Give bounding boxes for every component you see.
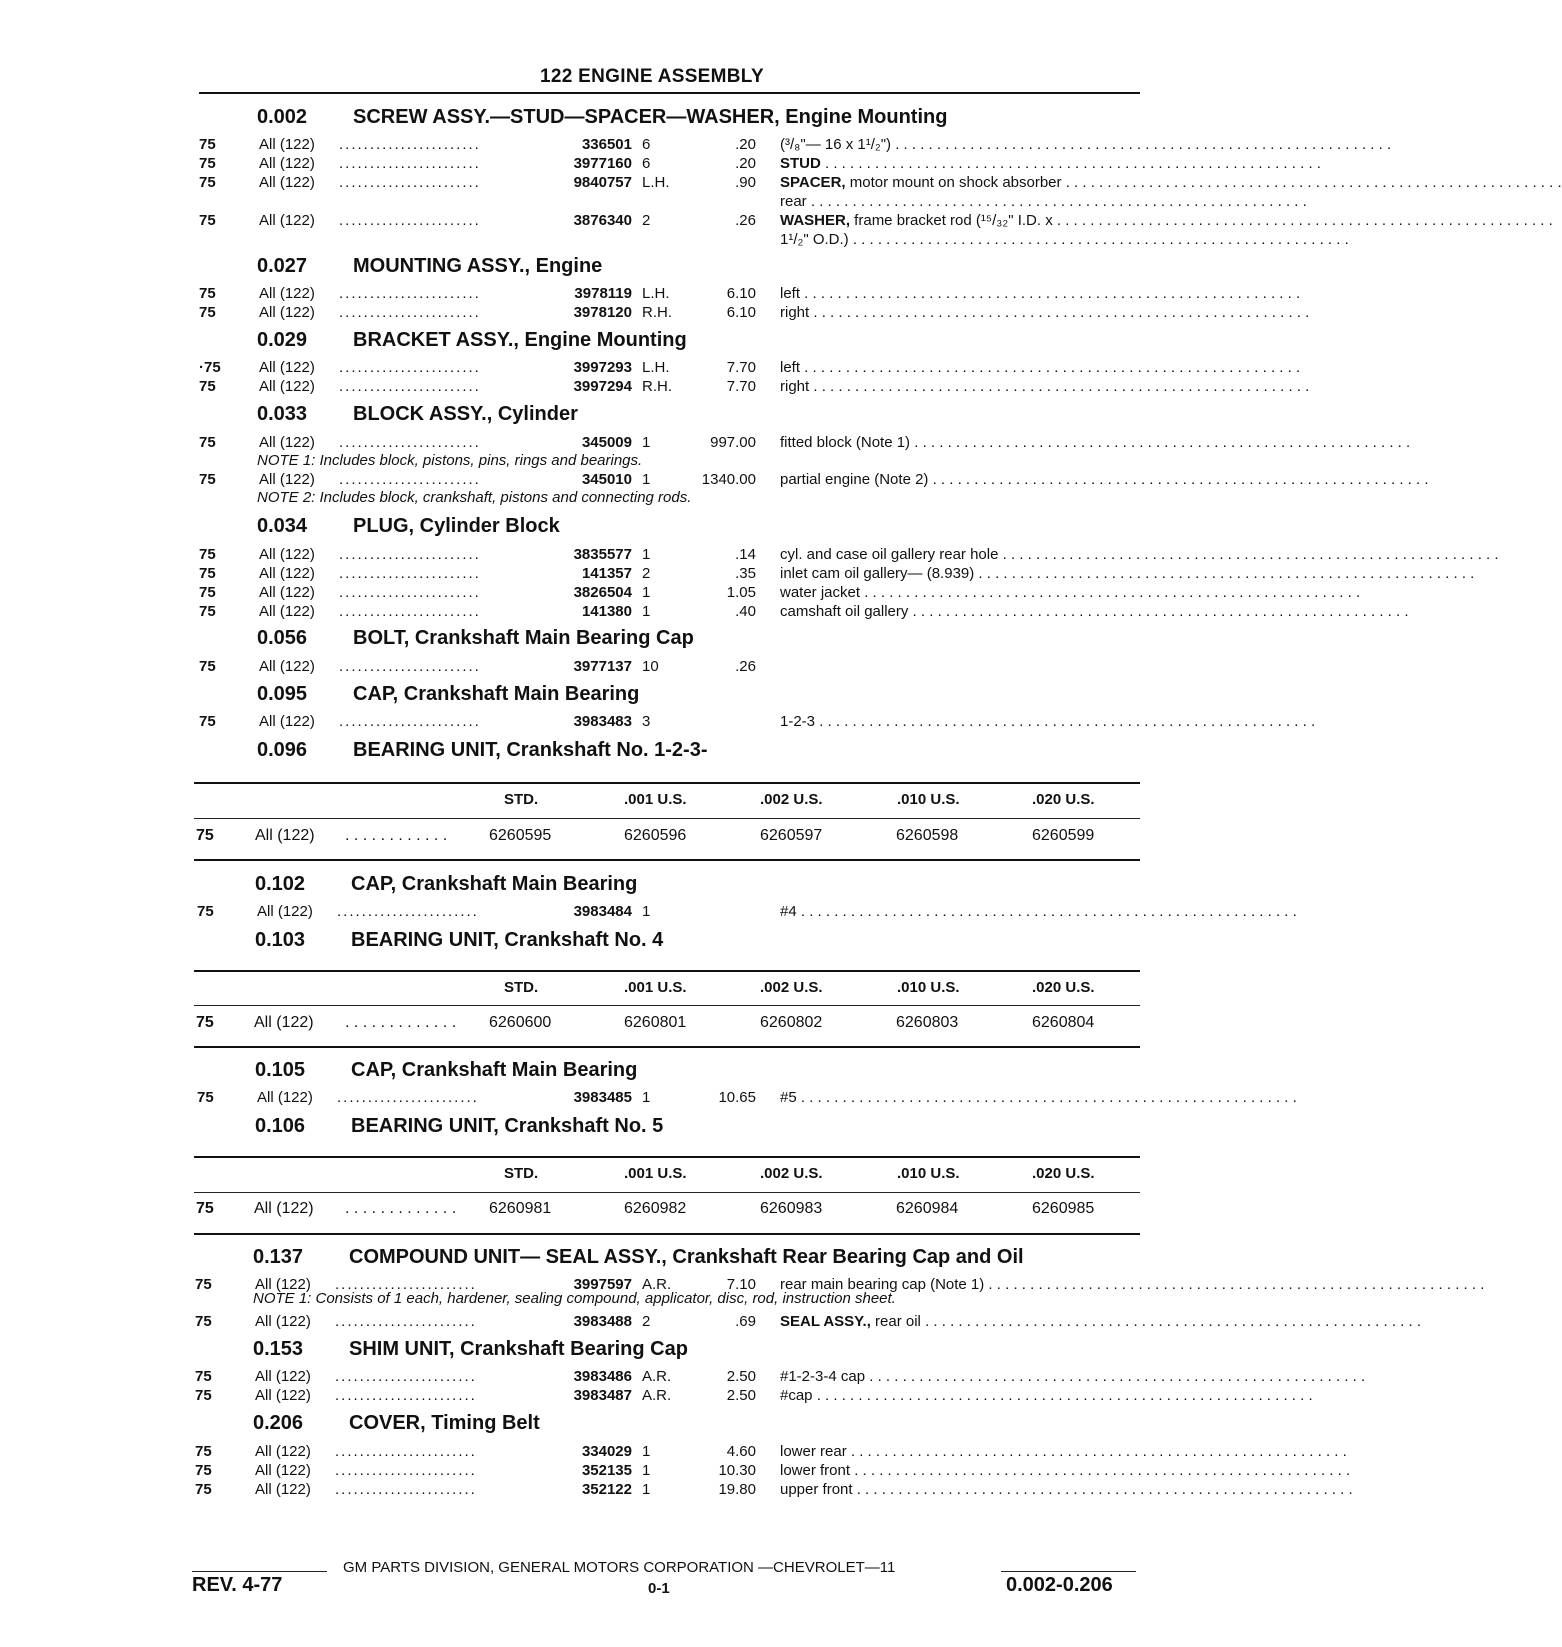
leader-dots: . . . . . . . . . . . . . . . . . . . . . . . . . . . . . . . . . . . . . . . . . . . . . . . . . . . . . . . . . . . .	[815, 713, 1316, 730]
leader-dots: .......................	[335, 1368, 477, 1385]
table-rule	[194, 1046, 1140, 1048]
application: All (122)	[255, 1481, 311, 1498]
leader-dots: .......................	[339, 434, 481, 451]
quantity: A.R.	[642, 1368, 672, 1385]
description-text: fitted block (Note 1)	[780, 434, 911, 451]
footer-revision: REV. 4-77	[192, 1574, 283, 1596]
note-text: NOTE 1: Consists of 1 each, hardener, sealing compound, applicator, disc, rod, instruction sheet.	[253, 1290, 896, 1307]
description	[780, 193, 1307, 211]
leader-dots: .......................	[339, 565, 481, 582]
price: 4.60	[726, 1443, 756, 1460]
quantity: L.H.	[642, 285, 670, 302]
model-year: 75	[197, 1089, 214, 1106]
parts-catalog-page: 122 ENGINE ASSEMBLY 0.002 SCREW ASSY.—STUD—SPACER—WASHER, Engine Mounting 75 All (122) ....................... 336501 6 .20 (³/₈"— 16 x 1¹/₂") . . . . . . . . . . . . . . . . . . . . . . . . . . . . . . . . . . . . . . . . . . . . . . . . . . . . . . . . . . . . 75 All (122) ....................... 3977160 6 .20 STUD . . . . . . . . . . . . . . . . . . . . . . . . . . . . . . . . . . . . . . . . . . . . . . . . . . . . . . . . . . . . 75 All (122) ....................... 9840757 L.H. .90 SPACER, motor mount on shock absorber . . . . . . . . . . . . . . . . . . . . . . . . . . . . . . . . . . . . . . . . . . . . . . . . . . . . . . . . . . . . rear . . . . . . . . . . . . . . . . . . . . . . . . . . . . . . . . . . . . . . . . . . . . . . . . . . . . . . . . . . . . 75 All (122) ....................... 3876340 2 .26 WASHER, frame bracket rod (¹⁵/₃₂" I.D. x . . . . . . . . . . . . . . . . . . . . . . . . . . . . . . . . . . . . . . . . . . . . . . . . . . . . . . . . . . . . 1¹/₂" O.D.) . . . . . . . . . . . . . . . . . . . . . . . . . . . . . . . . . . . . . . . . . . . . . . . . . . . . . . . . . . . . 75 All (122) ....................... 3978119 L.H. 6.10 left . . . . . . . . . . . . . . . . . . . . . . . . . . . . . . . . . . . . . . . . . . . . . . . . . . . . . . . . . . . . 75 All (122) ....................... 3978120 R.H. 6.10 right . . . . . . . . . . . . . . . . . . . . . . . . . . . . . . . . . . . . . . . . . . . . . . . . . . . . . . . . . . . . ·75 All (122) ....................... 3997293 L.H. 7.70 left . . . . . . . . . . . . . . . . . . . . . . . . . . . . . . . . . . . . . . . . . . . . . . . . . . . . . . . . . . . . 75 All (122) ....................... 3997294 R.H. 7.70 right . . . . . . . . . . . . . . . . . . . . . . . . . . . . . . . . . . . . . . . . . . . . . . . . . . . . . . . . . . . . 75 All (122) ....................... 345009 1 997.00 fitted block (Note 1) . . . . . . . . . . . . . . . . . . . . . . . . . . . . . . . . . . . . . . . . . . . . . . . . . . . . . . . . . . . . 75 All (122) ....................... 345010 1 1340.00 partial engine (Note 2) . . . . . . . . . . . . . . . . . . . . . . . . . . . . . . . . . . . . . . . . . . . . . . . . . . . . . . . . . . . . 75 All (122) ....................... 3835577 1 .14 cyl. and case oil gallery rear hole . . . . . . . . . . . . . . . . . . . . . . . . . . . . . . . . . . . . . . . . . . . . . . . . . . . . . . . . . . . . 75 All (122) ....................... 141357 2 .35 inlet cam oil gallery— (8.939) . . . . . . . . . . . . . . . . . . . . . . . . . . . . . . . . . . . . . . . . . . . . . . . . . . . . . . . . . . . . 75 All (122) ....................... 3826504 1 1.05 water jacket . . . . . . . . . . . . . . . . . . . . . . . . . . . . . . . . . . . . . . . . . . . . . . . . . . . . . . . . . . . . 75 All (122) ....................... 141380 1 .40 camshaft oil gallery . . . . . . . . . . . . . . . . . . . . . . . . . . . . . . . . . . . . . . . . . . . . . . . . . . . . . . . . . . . . 75 All (122) ....................... 3977137 10 .26 75 All (122) ....................... 3983483 3 1-2-3 . . . . . . . . . . . . . . . . . . . . . . . . . . . . . . . . . . . . . . . . . . . . . . . . . . . . . . . . . . . . 75 All (122) ....................... 3983484 1 #4 . . . . . . . . . . . . . . . . . . . . . . . . . . . . . . . . . . . . . . . . . . . . . . . . . . . . . . . . . . . . 75 All (122) ....................... 3983485 1 10.65 #5 . . . . . . . . . . . . . . . . . . . . . . . . . . . . . . . . . . . . . . . . . . . . . . . . . . . . . . . . . . . . 75 All (122) ....................... 3997597 A.R. 7.10 rear main bearing cap (Note 1) . . . . . . . . . . . . . . . . . . . . . . . . . . . . . . . . . . . . . . . . . . . . . . . . . . . . . . . . . . . . 75 All (122) ....................... 3983488 2 .69 SEAL ASSY., rear oil . . . . . . . . . . . . . . . . . . . . . . . . . . . . . . . . . . . . . . . . . . . . . . . . . . . . . . . . . . . . 75 All (122) ....................... 3983486 A.R. 2.50 #1-2-3-4 cap . . . . . . . . . . . . . . . . . . . . . . . . . . . . . . . . . . . . . . . . . . . . . . . . . . . . . . . . . . . . 75 All (122) ....................... 3983487 A.R. 2.50 #cap . . . . . . . . . . . . . . . . . . . . . . . . . . . . . . . . . . . . . . . . . . . . . . . . . . . . . . . . . . . . 75 All (122) ....................... 334029 1 4.60 lower rear . . . . . . . . . . . . . . . . . . . . . . . . . . . . . . . . . . . . . . . . . . . . . . . . . . . . . . . . . . . . 75 All (122) ....................... 352135 1 10.30 lower front . . . . . . . . . . . . . . . . . . . . . . . . . . . . . . . . . . . . . . . . . . . . . . . . . . . . . . . . . . . . 75 All (122) ....................... 352122 1 19.80 upper front . . . . . . . . . . . . . . . . . . . . . . . . . . . . . . . . . . . . . . . . . . . . . . . . . . . . . . . . . . . . 0.027 MOUNTING ASSY., Engine 0.029 BRACKET ASSY., Engine Mounting 0.033 BLOCK ASSY., Cylinder 0.034 PLUG, Cylinder Block 0.056 BOLT, Crankshaft Main Bearing Cap 0.095 CAP, Crankshaft Main Bearing 0.096 BEARING UNIT, Crankshaft No. 1-2-3- STD. .001 U.S. .002 U.S. .010 U.S. .020 U.S. 75 All (122) . . . . . . . . . . . . 6260595 6260596 6260597 6260598 6260599 0.102 CAP, Crankshaft Main Bearing 0.103 BEARING UNIT, Crankshaft No. 4 STD. .001 U.S. .002 U.S. .010 U.S. .020 U.S. 75 All (122) . . . . . . . . . . . . . 6260600 6260801 6260802 6260803 6260804 0.105 CAP, Crankshaft Main Bearing 0.106 BEARING UNIT, Crankshaft No. 5 STD. .001 U.S. .002 U.S. .010 U.S. .020 U.S. 75 All (122) . . . . . . . . . . . . . 6260981 6260982 6260983 6260984 6260985 0.137 COMPOUND UNIT— SEAL ASSY., Crankshaft Rear Bearing Cap and Oil 0.153 SHIM UNIT, Crankshaft Bearing Cap 0.206 COVER, Timing Belt NOTE 1: Includes block, pistons, pins, rings and bearings. NOTE 2: Includes block, crankshaft, pistons and connecting rods. NOTE 1: Consists of 1 each, hardener, sealing compound, applicator, disc, rod, instruction sheet. GM PARTS DIVISION, GENERAL MOTORS CORPORATION —CHEVROLET—11 REV. 4-77 0-1 0.002-0.206	[192, 66, 1562, 1597]
model-year: 75	[199, 603, 216, 620]
description	[780, 1462, 1351, 1480]
leader-dots: .......................	[339, 136, 481, 153]
quantity: 1	[642, 584, 651, 601]
part-number: 352135	[581, 1462, 632, 1479]
table-row	[199, 565, 1475, 583]
application: All (122)	[255, 1387, 311, 1404]
table-row	[199, 471, 1429, 489]
table-rule	[194, 818, 1140, 819]
application: All (122)	[259, 174, 315, 191]
price: 2.50	[726, 1368, 756, 1385]
description	[780, 1089, 1297, 1107]
description	[780, 565, 1475, 583]
description-text: lower front	[780, 1462, 851, 1479]
leader-dots: . . . . . . . . . . . . . . . . . . . . . . . . . . . . . . . . . . . . . . . . . . . . . . . . . . . . . . . . . . . .	[796, 903, 1297, 920]
model-year: 75	[195, 1368, 212, 1385]
description	[780, 1313, 1422, 1331]
description	[780, 1481, 1353, 1499]
quantity: 10	[642, 658, 659, 675]
leader-dots: . . . . . . . . . . . . . . . . . . . . . . . . . . . . . . . . . . . . . . . . . . . . . . . . . . . . . . . . . . . .	[865, 1368, 1366, 1385]
description-text: frame bracket rod (¹⁵/₃₂" I.D. x	[850, 212, 1053, 229]
description	[780, 304, 1310, 322]
part-number: 141357	[581, 565, 632, 582]
price: 10.65	[718, 1089, 756, 1106]
model-year: 75	[199, 658, 216, 675]
leader-dots: . . . . . . . . . . . . . . . . . . . . . . . . . . . . . . . . . . . . . . . . . . . . . . . . . . . . . . . . . . . .	[812, 1387, 1313, 1404]
table-row	[195, 1387, 1313, 1405]
description	[780, 1368, 1366, 1386]
price: .35	[735, 565, 756, 582]
model-year: 75	[195, 1481, 212, 1498]
part-number: 334029	[581, 1443, 632, 1460]
description	[780, 231, 1349, 249]
model-year: 75	[195, 1387, 212, 1404]
leader-dots: .......................	[339, 359, 481, 376]
table-row	[195, 1462, 1351, 1480]
table-row	[199, 304, 1310, 322]
description-bold: SPACER,	[780, 174, 846, 191]
model-year: 75	[195, 1443, 212, 1460]
part-number: 3983483	[573, 713, 632, 730]
application: All (122)	[259, 378, 315, 395]
model-year: ·75	[199, 359, 221, 376]
part-number: 345010	[581, 471, 632, 488]
leader-dots: .......................	[337, 903, 479, 920]
footer-page-number: 0-1	[648, 1580, 670, 1597]
part-number: 3997293	[573, 359, 632, 376]
leader-dots: . . . . . . . . . . . . . . . . . . . . . . . . . . . . . . . . . . . . . . . . . . . . . . . . . . . . . . . . . . . .	[850, 1462, 1351, 1479]
price: 1340.00	[701, 471, 756, 488]
quantity: 1	[642, 471, 651, 488]
description-bold: SEAL ASSY.,	[780, 1313, 871, 1330]
leader-dots: .......................	[339, 285, 481, 302]
footer-rule-left	[192, 1571, 327, 1572]
price: 10.30	[718, 1462, 756, 1479]
table-rule	[194, 1005, 1140, 1006]
leader-dots: .......................	[339, 658, 481, 675]
quantity: L.H.	[642, 174, 670, 191]
model-year: 75	[199, 584, 216, 601]
part-number: 141380	[581, 603, 632, 620]
model-year: 75	[199, 304, 216, 321]
leader-dots: .......................	[339, 155, 481, 172]
leader-dots: .......................	[335, 1276, 477, 1293]
leader-dots: . . . . . . . . . . . . . . . . . . . . . . . . . . . . . . . . . . . . . . . . . . . . . . . . . . . . . . . . . . . .	[820, 155, 1321, 172]
description-text: cyl. and case oil gallery rear hole	[780, 546, 999, 563]
model-year: 75	[195, 1462, 212, 1479]
description	[780, 174, 1562, 192]
description-text: right	[780, 378, 810, 395]
price: .26	[735, 658, 756, 675]
price: .69	[735, 1313, 756, 1330]
table-row	[195, 1368, 1366, 1386]
application: All (122)	[259, 713, 315, 730]
quantity: 1	[642, 546, 651, 563]
part-number: 3978120	[573, 304, 632, 321]
description-text: left	[780, 285, 801, 302]
model-year: 75	[199, 174, 216, 191]
quantity: 1	[642, 603, 651, 620]
table-rule	[194, 782, 1140, 784]
description-text: motor mount on shock absorber	[845, 174, 1062, 191]
price: 7.10	[726, 1276, 756, 1293]
table-row	[199, 359, 1301, 377]
note-text: NOTE 2: Includes block, crankshaft, pistons and connecting rods.	[257, 489, 692, 506]
description-text: upper front	[780, 1481, 853, 1498]
description	[780, 1387, 1313, 1405]
part-number: 345009	[581, 434, 632, 451]
table-row	[197, 1089, 1297, 1107]
leader-dots: . . . . . . . . . . . . . . . . . . . . . . . . . . . . . . . . . . . . . . . . . . . . . . . . . . . . . . . . . . . .	[809, 304, 1310, 321]
part-number: 3997597	[573, 1276, 632, 1293]
leader-dots: .......................	[335, 1462, 477, 1479]
part-number: 3978119	[574, 285, 632, 302]
description-text: rear	[780, 193, 807, 210]
table-row	[195, 1443, 1347, 1461]
leader-dots: . . . . . . . . . . . . . . . . . . . . . . . . . . . . . . . . . . . . . . . . . . . . . . . . . . . . . . . . . . . .	[852, 1481, 1353, 1498]
price: .40	[735, 603, 756, 620]
table-rule	[194, 970, 1140, 972]
quantity: R.H.	[642, 378, 672, 395]
description	[780, 285, 1301, 303]
part-number: 3826504	[573, 584, 632, 601]
model-year: 75	[199, 155, 216, 172]
price: 6.10	[726, 304, 756, 321]
description	[780, 1443, 1347, 1461]
price: 997.00	[710, 434, 756, 451]
leader-dots: . . . . . . . . . . . . . . . . . . . . . . . . . . . . . . . . . . . . . . . . . . . . . . . . . . . . . . . . . . . .	[984, 1276, 1485, 1293]
description-text: lower rear	[780, 1443, 847, 1460]
description	[780, 603, 1409, 621]
leader-dots: .......................	[335, 1313, 477, 1330]
part-number: 3983484	[573, 903, 632, 920]
leader-dots: .......................	[339, 471, 481, 488]
leader-dots: .......................	[335, 1387, 477, 1404]
leader-dots: .......................	[339, 174, 481, 191]
description-text: right	[780, 304, 810, 321]
leader-dots: . . . . . . . . . . . . . . . . . . . . . . . . . . . . . . . . . . . . . . . . . . . . . . . . . . . . . . . . . . . .	[806, 193, 1307, 210]
application: All (122)	[259, 603, 315, 620]
table-row	[199, 584, 1361, 602]
part-number: 3835577	[573, 546, 632, 563]
quantity: A.R.	[642, 1387, 672, 1404]
leader-dots: . . . . . . . . . . . . . . . . . . . . . . . . . . . . . . . . . . . . . . . . . . . . . . . . . . . . . . . . . . . .	[846, 1443, 1347, 1460]
application: All (122)	[257, 903, 313, 920]
application: All (122)	[259, 584, 315, 601]
description-text: 1¹/₂" O.D.)	[780, 231, 849, 248]
table-row	[199, 603, 1409, 621]
description	[780, 359, 1301, 377]
application: All (122)	[259, 136, 315, 153]
description-text: #cap	[780, 1387, 813, 1404]
footer-rule-right	[1001, 1571, 1136, 1572]
leader-dots: . . . . . . . . . . . . . . . . . . . . . . . . . . . . . . . . . . . . . . . . . . . . . . . . . . . . . . . . . . . .	[891, 136, 1392, 153]
table-rule	[194, 859, 1140, 861]
footer-section-range: 0.002-0.206	[1006, 1574, 1113, 1596]
part-number: 352122	[581, 1481, 632, 1498]
application: All (122)	[257, 1089, 313, 1106]
description	[780, 434, 1411, 452]
table-row	[199, 193, 1307, 211]
part-number: 3977137	[573, 658, 632, 675]
model-year: 75	[197, 903, 214, 920]
quantity: L.H.	[642, 359, 670, 376]
table-row	[199, 434, 1411, 452]
price: .20	[735, 136, 756, 153]
application: All (122)	[259, 304, 315, 321]
leader-dots: . . . . . . . . . . . . . . . . . . . . . . . . . . . . . . . . . . . . . . . . . . . . . . . . . . . . . . . . . . . .	[910, 434, 1411, 451]
description-text: partial engine (Note 2)	[780, 471, 929, 488]
model-year: 75	[199, 378, 216, 395]
leader-dots: .......................	[335, 1481, 477, 1498]
application: All (122)	[259, 359, 315, 376]
description-bold: STUD	[780, 155, 821, 172]
table-row	[199, 378, 1310, 396]
application: All (122)	[259, 155, 315, 172]
description	[780, 903, 1297, 921]
table-rule	[194, 1192, 1140, 1193]
model-year: 75	[199, 212, 216, 229]
page-title: 122 ENGINE ASSEMBLY	[540, 66, 764, 87]
leader-dots: . . . . . . . . . . . . . . . . . . . . . . . . . . . . . . . . . . . . . . . . . . . . . . . . . . . . . . . . . . . .	[860, 584, 1361, 601]
leader-dots: . . . . . . . . . . . . . . . . . . . . . . . . . . . . . . . . . . . . . . . . . . . . . . . . . . . . . . . . . . . .	[800, 285, 1301, 302]
description-text: inlet cam oil gallery— (8.939)	[780, 565, 975, 582]
table-rule	[194, 1233, 1140, 1235]
model-year: 75	[199, 546, 216, 563]
table-row	[199, 546, 1499, 564]
model-year: 75	[199, 136, 216, 153]
price: 1.05	[726, 584, 756, 601]
leader-dots: . . . . . . . . . . . . . . . . . . . . . . . . . . . . . . . . . . . . . . . . . . . . . . . . . . . . . . . . . . . .	[1052, 212, 1553, 229]
description-text: left	[780, 359, 801, 376]
description	[780, 378, 1310, 396]
description-text: 1-2-3	[780, 713, 816, 730]
leader-dots: .......................	[339, 546, 481, 563]
note-text: NOTE 1: Includes block, pistons, pins, rings and bearings.	[257, 452, 643, 469]
application: All (122)	[259, 565, 315, 582]
quantity: 2	[642, 565, 651, 582]
part-number: 3983488	[573, 1313, 632, 1330]
description-text: water jacket	[780, 584, 861, 601]
leader-dots: . . . . . . . . . . . . . . . . . . . . . . . . . . . . . . . . . . . . . . . . . . . . . . . . . . . . . . . . . . . .	[908, 603, 1409, 620]
model-year: 75	[195, 1313, 212, 1330]
table-rule	[194, 1156, 1140, 1158]
description-text: camshaft oil gallery	[780, 603, 909, 620]
table-row	[199, 658, 1140, 676]
application: All (122)	[255, 1462, 311, 1479]
part-number: 3983486	[573, 1368, 632, 1385]
price: .20	[735, 155, 756, 172]
leader-dots: . . . . . . . . . . . . . . . . . . . . . . . . . . . . . . . . . . . . . . . . . . . . . . . . . . . . . . . . . . . .	[800, 359, 1301, 376]
quantity: 1	[642, 434, 651, 451]
description-text: #4	[780, 903, 797, 920]
description-bold: WASHER,	[780, 212, 851, 229]
description	[780, 471, 1429, 489]
model-year: 75	[199, 713, 216, 730]
model-year: 75	[195, 1276, 212, 1293]
leader-dots: .......................	[339, 584, 481, 601]
table-row	[199, 174, 1562, 192]
quantity: 1	[642, 1089, 651, 1106]
application: All (122)	[255, 1368, 311, 1385]
leader-dots: . . . . . . . . . . . . . . . . . . . . . . . . . . . . . . . . . . . . . . . . . . . . . . . . . . . . . . . . . . . .	[1061, 174, 1562, 191]
quantity: 1	[642, 1481, 651, 1498]
application: All (122)	[259, 658, 315, 675]
price: .26	[735, 212, 756, 229]
leader-dots: .......................	[339, 212, 481, 229]
part-number: 3997294	[573, 378, 632, 395]
description	[780, 212, 1553, 230]
leader-dots: . . . . . . . . . . . . . . . . . . . . . . . . . . . . . . . . . . . . . . . . . . . . . . . . . . . . . . . . . . . .	[809, 378, 1310, 395]
application: All (122)	[259, 434, 315, 451]
price: 7.70	[726, 359, 756, 376]
model-year: 75	[199, 471, 216, 488]
leader-dots: .......................	[339, 378, 481, 395]
price: 6.10	[726, 285, 756, 302]
leader-dots: .......................	[339, 713, 481, 730]
description	[780, 155, 1321, 173]
part-number: 9840757	[573, 174, 632, 191]
description	[780, 136, 1392, 154]
model-year: 75	[199, 434, 216, 451]
leader-dots: .......................	[339, 603, 481, 620]
quantity: 3	[642, 713, 651, 730]
part-number: 3983485	[573, 1089, 632, 1106]
quantity: 6	[642, 155, 651, 172]
application: All (122)	[255, 1276, 311, 1293]
part-number: 336501	[581, 136, 632, 153]
part-number: 3977160	[573, 155, 632, 172]
table-row	[199, 231, 1349, 249]
leader-dots: .......................	[337, 1089, 479, 1106]
description-text: rear main bearing cap (Note 1)	[780, 1276, 985, 1293]
footer-corporation: GM PARTS DIVISION, GENERAL MOTORS CORPORATION —CHEVROLET—11	[343, 1559, 896, 1576]
part-number: 3876340	[573, 212, 632, 229]
quantity: A.R.	[642, 1276, 672, 1293]
application: All (122)	[259, 546, 315, 563]
description-text: #1-2-3-4 cap	[780, 1368, 866, 1385]
model-year: 75	[199, 285, 216, 302]
description-text: (³/₈"— 16 x 1¹/₂")	[780, 136, 892, 153]
description	[780, 713, 1316, 731]
quantity: 2	[642, 212, 651, 229]
leader-dots: . . . . . . . . . . . . . . . . . . . . . . . . . . . . . . . . . . . . . . . . . . . . . . . . . . . . . . . . . . . .	[796, 1089, 1297, 1106]
quantity: 1	[642, 903, 651, 920]
description-text: rear oil	[870, 1313, 921, 1330]
leader-dots: . . . . . . . . . . . . . . . . . . . . . . . . . . . . . . . . . . . . . . . . . . . . . . . . . . . . . . . . . . . .	[848, 231, 1349, 248]
price: .90	[735, 174, 756, 191]
leader-dots: . . . . . . . . . . . . . . . . . . . . . . . . . . . . . . . . . . . . . . . . . . . . . . . . . . . . . . . . . . . .	[920, 1313, 1422, 1330]
price: 7.70	[726, 378, 756, 395]
application: All (122)	[259, 212, 315, 229]
quantity: 1	[642, 1443, 651, 1460]
application: All (122)	[259, 471, 315, 488]
price: 19.80	[718, 1481, 756, 1498]
description-text: #5	[780, 1089, 797, 1106]
application: All (122)	[255, 1443, 311, 1460]
leader-dots: .......................	[335, 1443, 477, 1460]
quantity: 2	[642, 1313, 651, 1330]
table-row	[197, 903, 1297, 921]
application: All (122)	[255, 1313, 311, 1330]
leader-dots: . . . . . . . . . . . . . . . . . . . . . . . . . . . . . . . . . . . . . . . . . . . . . . . . . . . . . . . . . . . .	[928, 471, 1429, 488]
leader-dots: . . . . . . . . . . . . . . . . . . . . . . . . . . . . . . . . . . . . . . . . . . . . . . . . . . . . . . . . . . . .	[998, 546, 1499, 563]
table-row	[199, 136, 1392, 154]
application: All (122)	[259, 285, 315, 302]
table-row	[195, 1481, 1353, 1499]
part-number: 3983487	[573, 1387, 632, 1404]
description	[780, 546, 1499, 564]
table-row	[199, 155, 1321, 173]
table-row	[199, 212, 1553, 230]
leader-dots: . . . . . . . . . . . . . . . . . . . . . . . . . . . . . . . . . . . . . . . . . . . . . . . . . . . . . . . . . . . .	[974, 565, 1475, 582]
quantity: 6	[642, 136, 651, 153]
table-row	[195, 1313, 1422, 1331]
price: 2.50	[726, 1387, 756, 1404]
table-row	[199, 285, 1301, 303]
leader-dots: .......................	[339, 304, 481, 321]
price: .14	[735, 546, 756, 563]
description	[780, 584, 1361, 602]
quantity: R.H.	[642, 304, 672, 321]
model-year: 75	[199, 565, 216, 582]
table-row	[199, 713, 1316, 731]
quantity: 1	[642, 1462, 651, 1479]
title-rule	[199, 92, 1140, 94]
